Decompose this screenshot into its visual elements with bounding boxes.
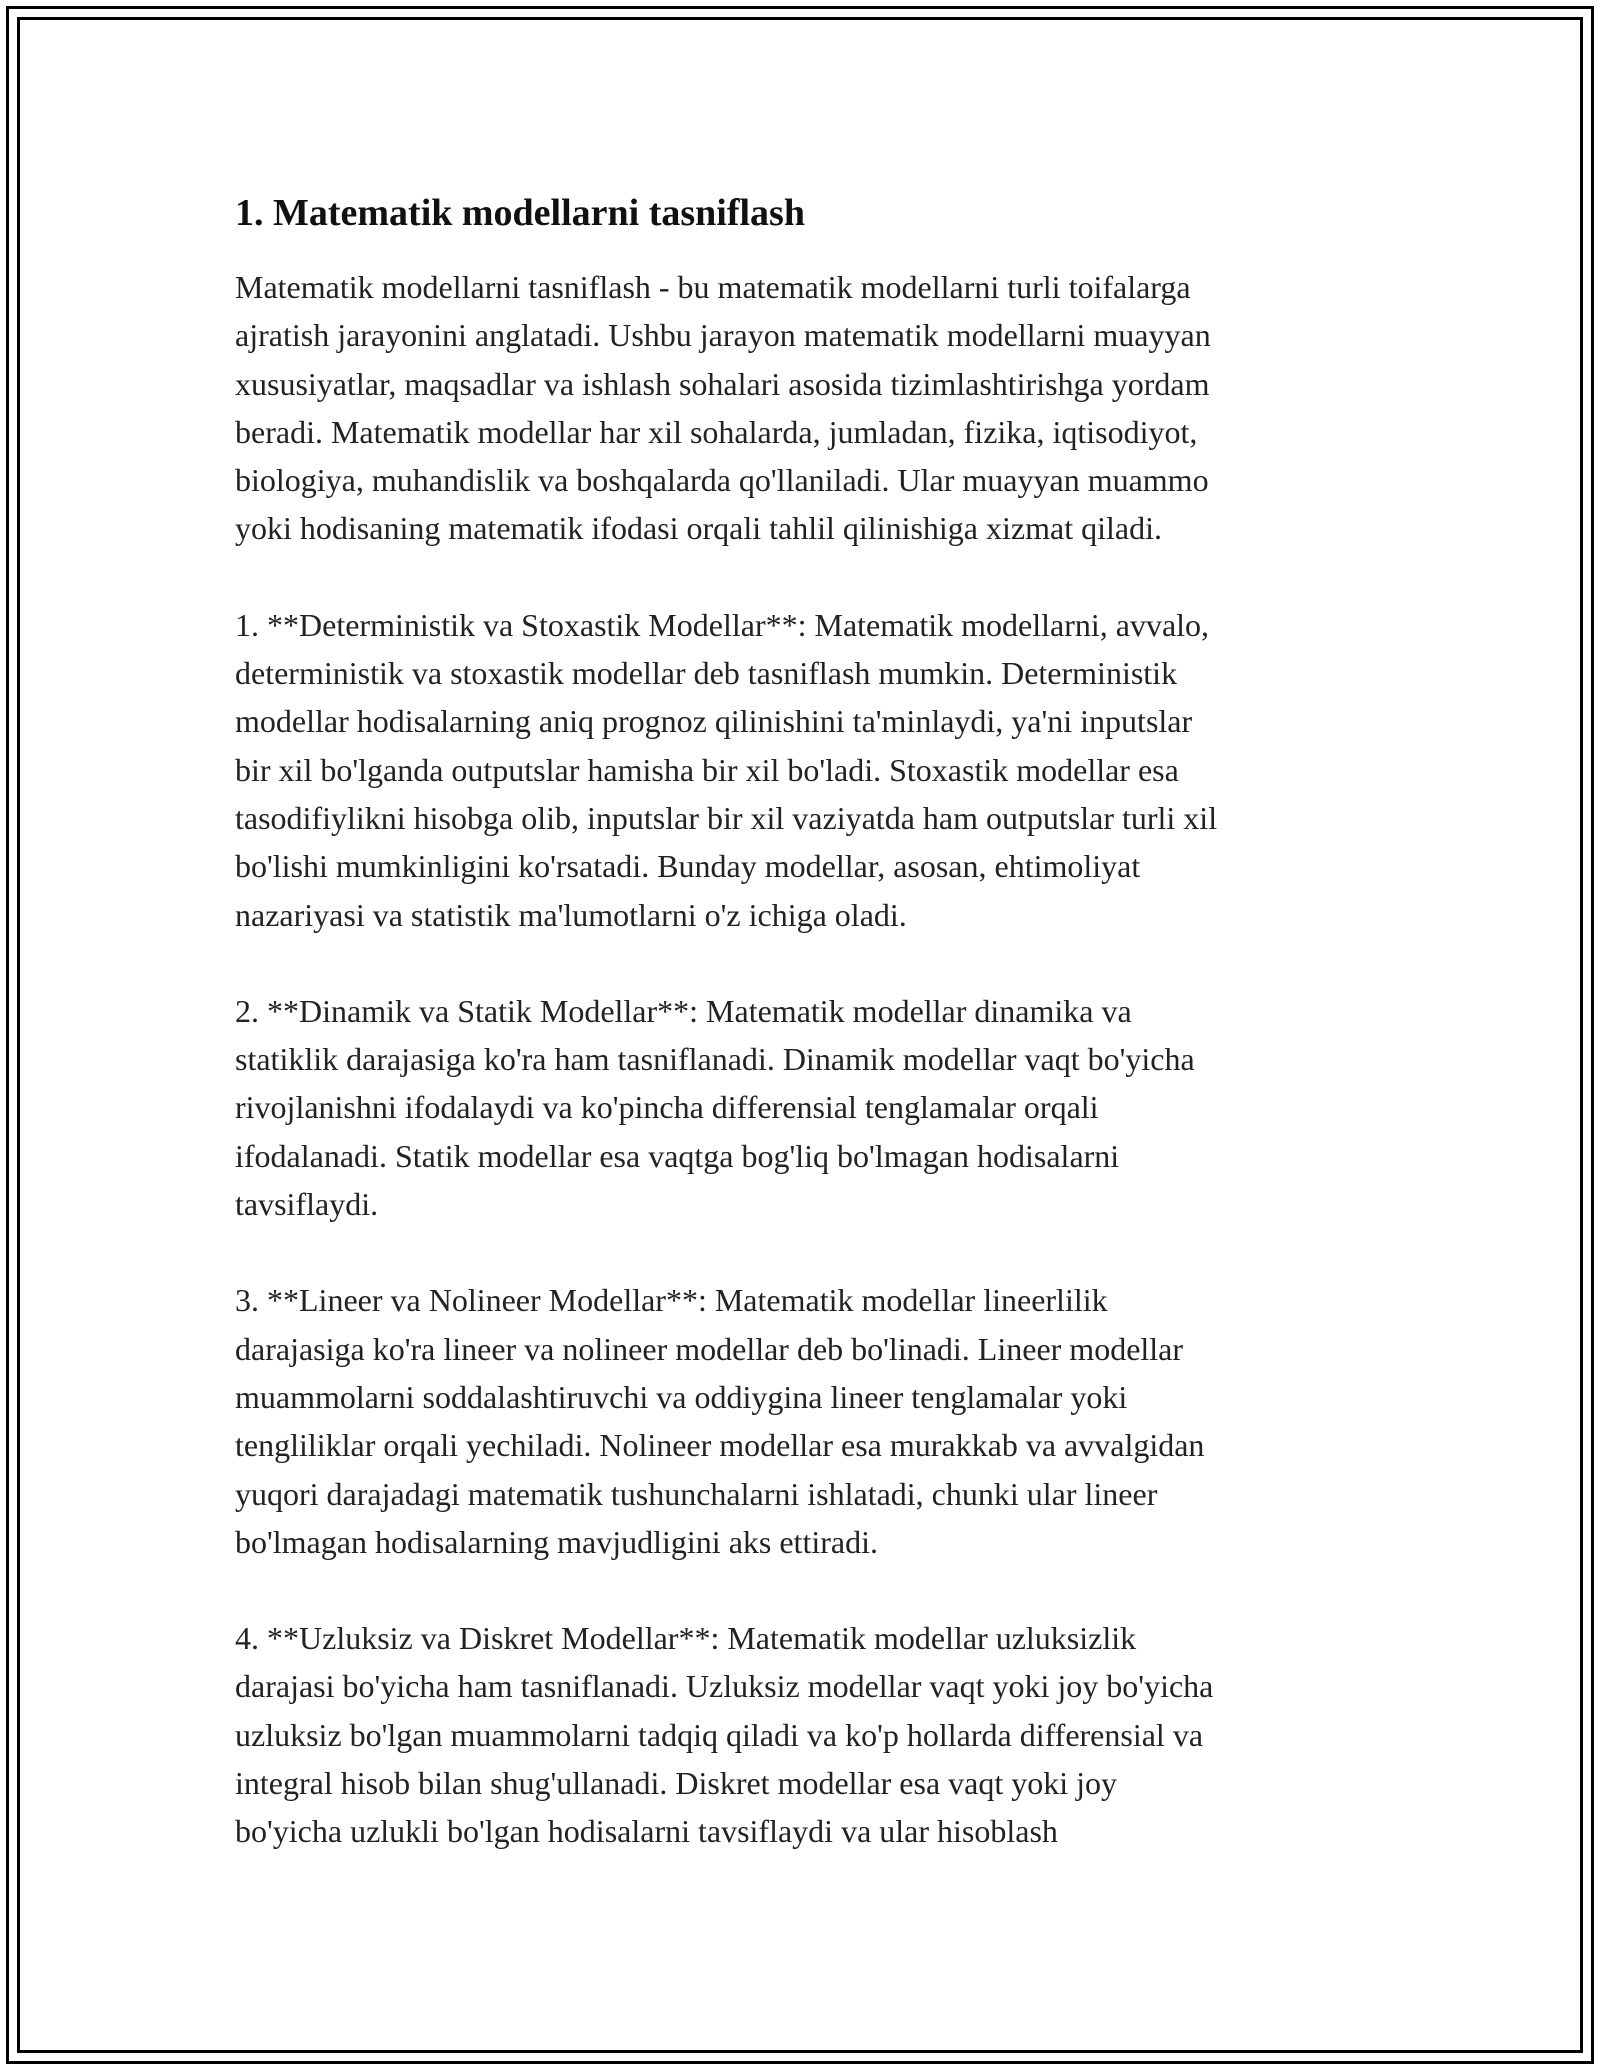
- paragraph-dynamic-static: 2. **Dinamik va Statik Modellar**: Matematik modellar dinamika va statiklik darajasiga ko'ra ham tasniflanadi. Dinamik modellar vaqt bo'yicha rivojlanishni ifodalaydi va ko'pincha differensial tenglamalar orqali ifodalanadi. Statik modellar esa vaqtga bog'liq bo'lmagan hodisalarni tavsiflaydi.: [235, 992, 1195, 1223]
- paragraph-linear-nonlinear: 3. **Lineer va Nolineer Modellar**: Matematik modellar lineerlilik darajasiga ko'ra lineer va nolineer modellar deb bo'linadi. Lineer modellar muammolarni soddalashtiruvchi va oddiygina lineer tenglamalar yoki tengliliklar orqali yechiladi. Nolineer modellar esa murakkab va avvalgidan yuqori darajadagi matematik tushunchalarni ishlatadi, chunki ular lineer bo'lmagan hodisalarning mavjudligini aks ettiradi.: [235, 1282, 1205, 1560]
- paragraph-deterministic-stochastic: 1. **Deterministik va Stoxastik Modellar**: Matematik modellarni, avvalo, deterministik va stoxastik modellar deb tasniflash mumkin. Deterministik modellar hodisalarning aniq prognoz qilinishini ta'minlaydi, ya'ni inputslar bir xil bo'lganda outputslar hamisha bir xil bo'ladi. Stoxastik modellar esa tasodifiylikni hisobga olib, inputslar bir xil vaziyatda ham outputslar turli xil bo'lishi mumkinligini ko'rsatadi. Bunday modellar, asosan, ehtimoliyat nazariyasi va statistik ma'lumotlarni o'z ichiga oladi.: [235, 606, 1218, 933]
- document-body: [235, 185, 1375, 1856]
- paragraph-continuous-discrete: 4. **Uzluksiz va Diskret Modellar**: Matematik modellar uzluksizlik darajasi bo'yicha ham tasniflanadi. Uzluksiz modellar vaqt yoki joy bo'yicha uzluksiz bo'lgan muammolarni tadqiq qiladi va ko'p hollarda differensial va integral hisob bilan shug'ullanadi. Diskret modellar esa vaqt yoki joy bo'yicha uzlukli bo'lgan hodisalarni tavsiflaydi va ular hisoblash: [235, 1620, 1214, 1850]
- section-title: 1. Matematik modellarni tasniflash: [235, 192, 805, 234]
- intro-paragraph: Matematik modellarni tasniflash - bu matematik modellarni turli toifalarga ajratish jarayonini anglatadi. Ushbu jarayon matematik modellarni muayyan xususiyatlar, maqsadlar va ishlash sohalari asosida tizimlashtirishga yordam beradi. Matematik modellar har xil sohalarda, jumladan, fizika, iqtisodiyot, biologiya, muhandislik va boshqalarda qo'llaniladi. Ular muayyan muammo yoki hodisaning matematik ifodasi orqali tahlil qilinishiga xizmat qiladi.: [235, 269, 1211, 547]
